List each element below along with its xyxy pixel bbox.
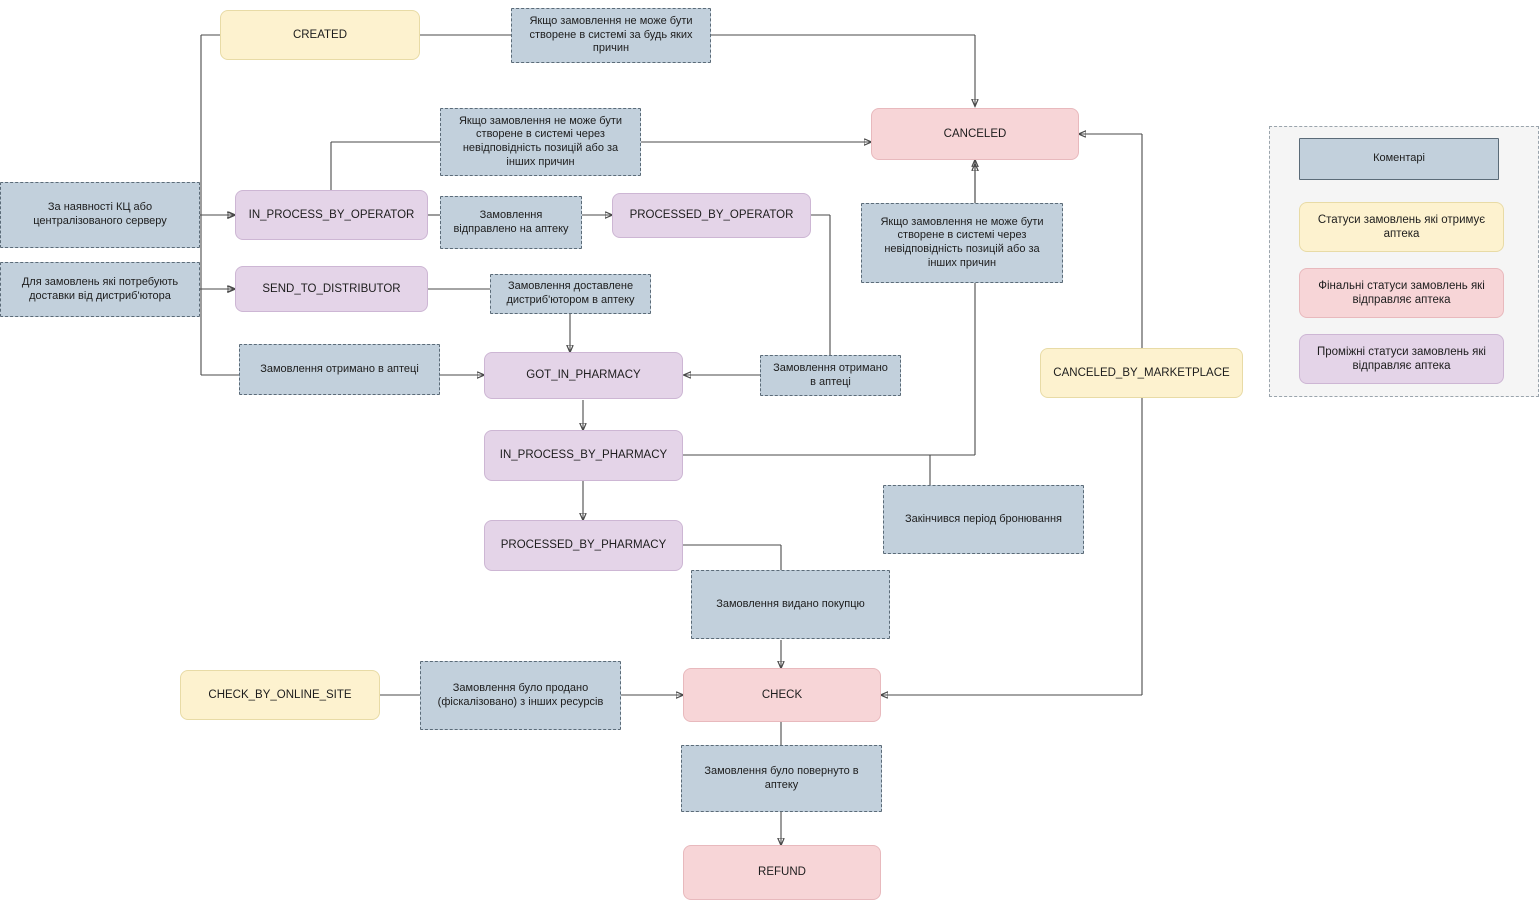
comment-text: Замовлення отримано в аптеці [260,362,419,375]
node-label: IN_PROCESS_BY_PHARMACY [499,449,668,462]
node-check[interactable] [683,668,881,722]
comment-returned-to-pharmacy [681,745,882,812]
node-processed-by-operator[interactable] [612,193,811,238]
comment-received-in-pharmacy-left [239,344,440,395]
node-label: PROCESSED_BY_OPERATOR [629,209,794,222]
node-refund[interactable] [683,845,881,900]
comment-text: Замовлення відправлено на аптеку [453,208,569,235]
node-label: SEND_TO_DISTRIBUTOR [262,282,401,295]
comment-text: Замовлення доставлене дистриб'ютором в аптеку [506,280,635,306]
node-processed-by-pharmacy[interactable] [484,520,683,571]
node-check-by-online-site[interactable] [180,670,380,720]
comment-booking-period-expired [883,485,1084,554]
node-label: CREATED [292,28,348,41]
comment-text: Якщо замовлення не може бути створене в системі через невідповідність позицій або за інших причин [458,114,623,168]
node-label: CHECK [761,688,803,701]
comment-text: За наявності КЦ або централізованого серверу [33,201,167,227]
node-send-to-distributor[interactable] [235,266,428,312]
legend-item-pharmacy-received-statuses [1299,202,1504,252]
legend-item-intermediate-statuses [1299,334,1504,384]
node-label: CANCELED [943,127,1007,140]
node-in-process-by-pharmacy[interactable] [484,430,683,481]
node-canceled-by-marketplace[interactable] [1040,348,1243,398]
comment-created-cancel [511,8,711,63]
comment-text: Замовлення отримано в аптеці [773,361,888,388]
node-in-process-by-operator[interactable] [235,190,428,240]
comment-kc-or-central-server [0,182,200,248]
comment-text: Якщо замовлення не може бути створене в системі через невідповідність позицій або за інших причин [880,215,1044,269]
legend-item-final-statuses [1299,268,1504,318]
legend-label: Статуси замовлень які отримує аптека [1317,213,1486,240]
node-label: REFUND [758,866,806,879]
node-label: PROCESSED_BY_PHARMACY [500,539,667,552]
node-got-in-pharmacy[interactable] [484,352,683,399]
comment-text: Закінчився період бронювання [905,512,1062,525]
comment-text: Замовлення видано покупцю [716,597,865,610]
comment-text: Замовлення було повернуто в аптеку [704,764,859,791]
comment-received-in-pharmacy-right [760,355,901,396]
node-label: CHECK_BY_ONLINE_SITE [208,688,352,701]
legend-label: Проміжні статуси замовлень які відправляє аптека [1316,345,1486,372]
legend-item-comment [1299,138,1499,180]
node-label: IN_PROCESS_BY_OPERATOR [248,208,415,221]
node-canceled[interactable] [871,108,1079,160]
comment-sent-to-pharmacy [440,196,582,249]
comment-sold-from-other-resources [420,661,621,730]
comment-operator-cancel-2 [861,203,1063,283]
comment-text: Замовлення було продано (фіскалізовано) з інших ресурсів [437,681,604,708]
node-label: CANCELED_BY_MARKETPLACE [1053,366,1230,379]
node-label: GOT_IN_PHARMACY [526,369,641,382]
comment-operator-cancel [440,108,641,176]
comment-delivered-by-distributor [490,274,651,314]
comment-given-to-buyer [691,570,890,639]
legend-label: Фінальні статуси замовлень які відправляє аптека [1318,279,1485,306]
comment-text: Для замовлень які потребують доставки від дистриб'ютора [21,275,179,302]
node-created[interactable] [220,10,420,60]
comment-distributor-delivery [0,262,200,317]
comment-text: Якщо замовлення не може бути створене в системі за будь яких причин [529,14,693,55]
legend-label: Коментарі [1373,152,1425,165]
